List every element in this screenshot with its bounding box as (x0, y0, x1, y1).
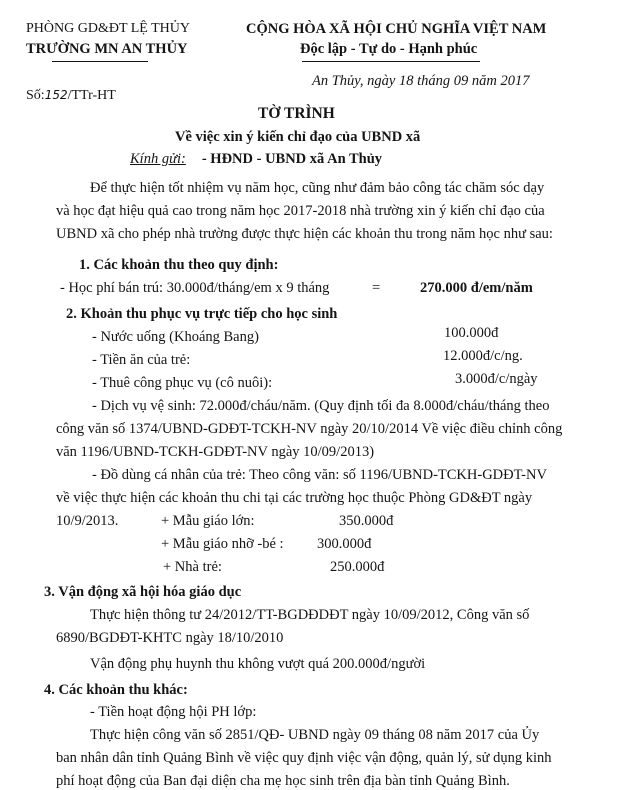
tuition-total: 270.000 đ/em/năm (420, 280, 533, 296)
water-value: 100.000đ (444, 325, 499, 341)
doc-number-handwritten: 152 (44, 88, 68, 102)
section-3-line-3: Vận động phụ huynh thu không vượt quá 200.000đ/người (90, 656, 426, 672)
personal-items-date: 10/9/2013. (56, 513, 119, 529)
section-4-heading: 4. Các khoản thu khác: (44, 682, 188, 698)
recipient-line (130, 151, 382, 168)
section-1-heading: 1. Các khoản thu theo quy định: (79, 257, 279, 273)
kindergarten-junior-value: 300.000đ (317, 536, 372, 552)
water-label: - Nước uống (Khoáng Bang) (92, 329, 259, 345)
doc-number-prefix: Số: (26, 88, 45, 103)
org-underline (52, 61, 148, 62)
doc-number-suffix: /TTr-HT (67, 88, 116, 103)
food-value: 12.000đ/c/ng. (443, 348, 523, 364)
staff-label: - Thuê công phục vụ (cô nuôi): (92, 375, 273, 391)
tuition-equals: = (372, 280, 381, 296)
intro-line-2: và học đạt hiệu quả cao trong năm học 2017-2018 nhà trường xin ý kiến chỉ đạo của (56, 203, 545, 219)
place-date: An Thủy, ngày 18 tháng 09 năm 2017 (312, 73, 530, 89)
motto: Độc lập - Tự do - Hạnh phúc (300, 41, 478, 57)
section-4-line-4: phí hoạt động của Ban đại diện cha mẹ học sinh trên địa bàn tỉnh Quảng Bình. (56, 773, 510, 789)
section-4-line-3: ban nhân dân tỉnh Quảng Bình về việc quy định việc vận động, quản lý, sử dụng kinh (56, 750, 552, 766)
food-label: - Tiền ăn của trẻ: (92, 352, 191, 368)
section-3-line-2: 6890/BGDĐT-KHTC ngày 18/10/2010 (56, 630, 284, 646)
recipient-label: Kính gửi: (130, 151, 186, 167)
tuition-item: - Học phí bán trú: 30.000đ/tháng/em x 9 tháng (60, 280, 330, 296)
cleaning-line-2: công văn số 1374/UBND-GDĐT-TCKH-NV ngày 20/10/2014 Về việc điều chỉnh công (56, 421, 563, 437)
kindergarten-junior-label: + Mẫu giáo nhỡ -bé : (161, 536, 284, 552)
kindergarten-senior-value: 350.000đ (339, 513, 394, 529)
personal-items-line-1: - Đồ dùng cá nhân của trẻ: Theo công văn: số 1196/UBND-TCKH-GDĐT-NV (92, 467, 547, 483)
cleaning-line-1: - Dịch vụ vệ sinh: 72.000đ/cháu/năm. (Quy định tối đa 8.000đ/cháu/tháng theo (92, 398, 550, 414)
section-4-line-1: - Tiền hoạt động hội PH lớp: (90, 704, 257, 720)
nursery-value: 250.000đ (330, 559, 385, 575)
org-parent: PHÒNG GD&ĐT LỆ THỦY (26, 21, 190, 36)
nursery-label: + Nhà trẻ: (163, 559, 222, 575)
intro-line-1: Để thực hiện tốt nhiệm vụ năm học, cũng như đảm bảo công tác chăm sóc dạy (90, 180, 545, 196)
recipient-value: - HĐND - UBND xã An Thủy (201, 151, 383, 167)
intro-line-3: UBND xã cho phép nhà trường được thực hiện các khoản thu trong năm học như sau: (56, 226, 553, 242)
section-2-heading: 2. Khoản thu phục vụ trực tiếp cho học sinh (66, 306, 338, 322)
personal-items-line-2: về việc thực hiện các khoản thu chi tại các trường học thuộc Phòng GD&ĐT ngày (56, 490, 533, 506)
org-name: TRƯỜNG MN AN THỦY (26, 41, 188, 57)
staff-value: 3.000đ/c/ngày (455, 371, 538, 387)
doc-subject: Về việc xin ý kiến chỉ đạo của UBND xã (175, 129, 421, 145)
doc-title: TỜ TRÌNH (258, 105, 335, 122)
cleaning-line-3: văn 1196/UBND-TCKH-GDĐT-NV ngày 10/09/2013) (56, 444, 375, 460)
republic-title: CỘNG HÒA XÃ HỘI CHỦ NGHĨA VIỆT NAM (246, 21, 547, 37)
kindergarten-senior-label: + Mẫu giáo lớn: (161, 513, 255, 529)
section-3-heading: 3. Vận động xã hội hóa giáo dục (44, 584, 242, 600)
motto-underline (302, 61, 480, 62)
section-3-line-1: Thực hiện thông tư 24/2012/TT-BGDĐDĐT ngày 10/09/2012, Công văn số (90, 607, 530, 623)
doc-number (26, 88, 116, 104)
section-4-line-2: Thực hiện công văn số 2851/QĐ- UBND ngày 09 tháng 08 năm 2017 của Ủy (90, 727, 540, 743)
